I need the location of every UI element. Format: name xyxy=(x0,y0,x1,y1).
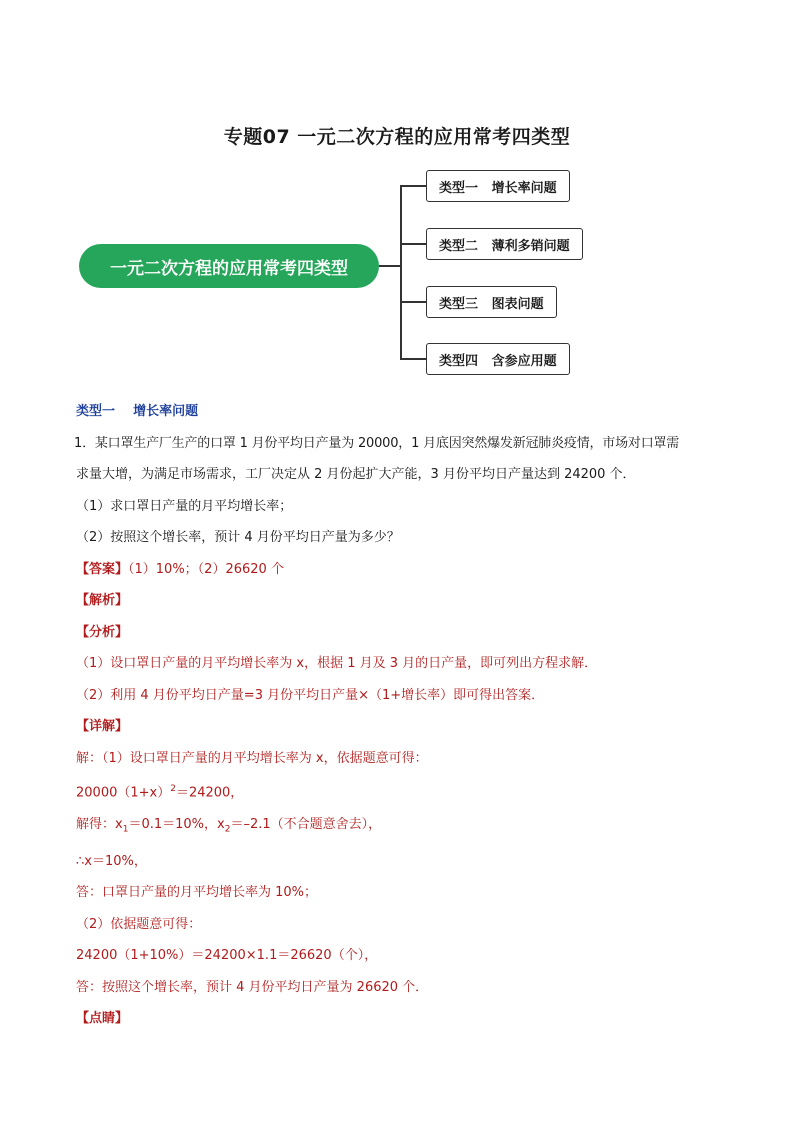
equation-exponent: 2 xyxy=(170,784,176,794)
detail-line-2 xyxy=(76,774,736,809)
answer-line xyxy=(76,554,736,586)
dianjing-label: 【点睛】 xyxy=(76,1011,129,1027)
section-heading: 类型一 增长率问题 xyxy=(76,404,199,419)
question-2: （2）按照这个增长率，预计 4 月份平均日产量为多少？ xyxy=(76,530,400,545)
section-content xyxy=(76,396,736,1035)
answer-text: （1）10%；（2）26620 个 xyxy=(128,561,284,577)
detail-line-5: 答：口罩日产量的月平均增长率为 10%； xyxy=(76,885,318,901)
answer-label: 【答案】 xyxy=(76,561,129,577)
fenxi-line-2: （2）利用 4 月份平均日产量=3 月份平均日产量×（1+增长率）即可得出答案． xyxy=(76,687,545,703)
detail-line-3 xyxy=(76,809,736,846)
solution-part-a: 解得：x xyxy=(76,816,123,832)
question-1: （1）求口罩日产量的月平均增长率； xyxy=(76,498,293,514)
mindmap-branch-2: 类型二 薄利多销问题 xyxy=(426,228,583,260)
subscript-2: 2 xyxy=(224,824,231,835)
problem-line-2: 求量大增，为满足市场需求，工厂决定从 2 月份起扩大产能，3 月份平均日产量达到 24200 个． xyxy=(76,467,636,482)
subscript-1: 1 xyxy=(122,824,129,835)
connector-3 xyxy=(400,301,426,303)
equation-left: 20000（1+x） xyxy=(76,785,171,801)
mindmap-branch-1: 类型一 增长率问题 xyxy=(426,170,570,202)
page-title: 专题07 一元二次方程的应用常考四类型 xyxy=(223,126,571,148)
mindmap-branch-3: 类型三 图表问题 xyxy=(426,286,557,318)
solution-part-c: ＝–2.1（不合题意舍去）， xyxy=(230,816,382,832)
connector-root xyxy=(379,265,401,267)
fenxi-label: 【分析】 xyxy=(76,624,129,640)
detail-label: 【详解】 xyxy=(76,719,129,734)
connector-1 xyxy=(400,185,426,187)
fenxi-line-1: （1）设口罩日产量的月平均增长率为 x，根据 1 月及 3 月的日产量，即可列出方程求解． xyxy=(76,656,598,671)
connector-trunk xyxy=(400,185,402,359)
detail-line-1: 解：（1）设口罩日产量的月平均增长率为 x，依据题意可得： xyxy=(76,750,428,766)
mindmap-root: 一元二次方程的应用常考四类型 xyxy=(79,244,379,288)
problem-line-1: 1．某口罩生产厂生产的口罩 1 月份平均日产量为 20000，1 月底因突然爆发新冠肺炎疫情，市场对口罩需 xyxy=(74,435,680,451)
equation-right: ＝24200， xyxy=(175,785,244,801)
detail-line-7: 24200（1+10%）＝24200×1.1＝26620（个）， xyxy=(76,948,378,964)
detail-line-6: （2）依据题意可得： xyxy=(76,916,202,932)
detail-line-8: 答：按照这个增长率，预计 4 月份平均日产量为 26620 个． xyxy=(76,979,429,995)
detail-line-4: ∴x＝10%， xyxy=(76,853,147,869)
mind-map xyxy=(0,160,794,390)
connector-2 xyxy=(400,243,426,245)
connector-4 xyxy=(400,358,426,360)
mindmap-branch-4: 类型四 含参应用题 xyxy=(426,343,570,375)
solution-part-b: ＝0.1＝10%，x xyxy=(128,816,225,832)
analysis-label: 【解析】 xyxy=(76,593,129,608)
